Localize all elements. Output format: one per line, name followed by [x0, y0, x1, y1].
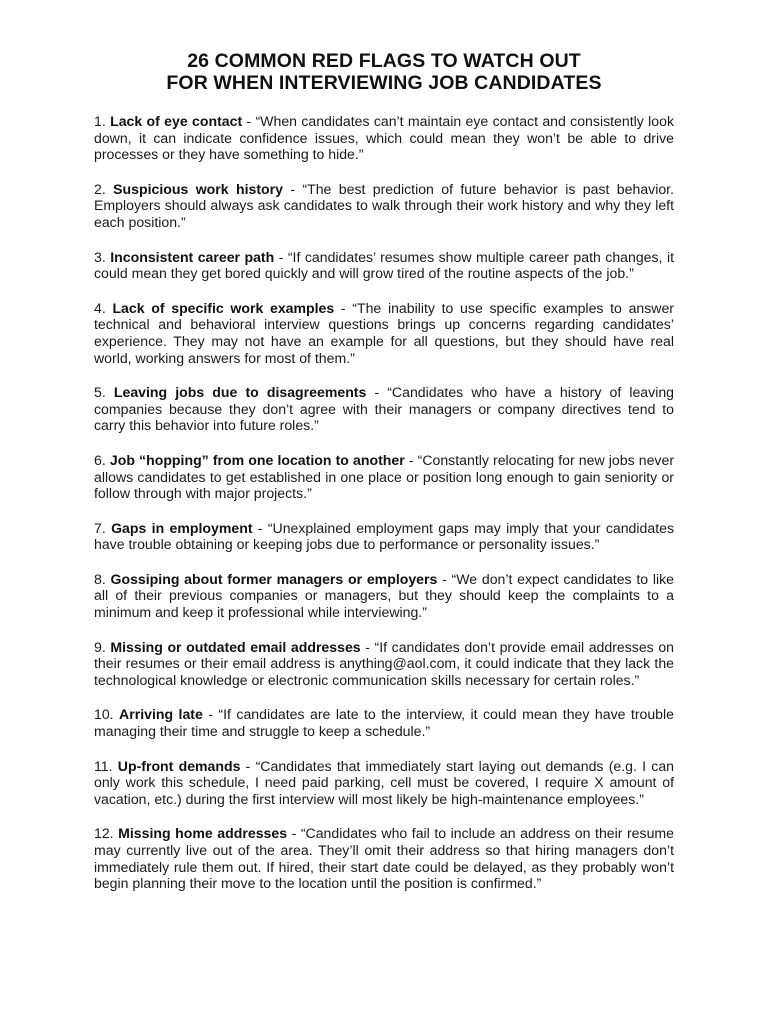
list-item: [94, 181, 674, 231]
item-text: - “The inability to use specific examples to answer technical and behavioral interview questions brings up concerns regarding candidates’ experience. They may not have an example for all questions, but they should have real world, working answers for most of them.”: [94, 299, 674, 366]
list-item: [94, 300, 674, 366]
list-item: [94, 571, 674, 621]
list-item: [94, 520, 674, 553]
item-number: 1.: [94, 113, 106, 129]
item-text: - “When candidates can’t maintain eye contact and consistently look down, it can indicate confidence issues, which could mean they won’t be able to drive processes or they have something to hide.”: [94, 113, 674, 163]
item-heading: Missing home addresses: [118, 825, 288, 842]
list-item: [94, 758, 674, 808]
item-text: - “Candidates who have a history of leaving companies because they don’t agree with their managers or company directives tend to carry this behavior into future roles.”: [94, 384, 675, 434]
item-heading: Leaving jobs due to disagreements: [113, 384, 367, 401]
item-text: - “If candidates’ resumes show multiple career path changes, it could mean they get bored quickly and will grow tired of the routine aspects of the job.”: [94, 248, 674, 282]
item-heading: Lack of specific work examples: [112, 299, 335, 316]
red-flags-list: [94, 113, 674, 910]
title-line-2: FOR WHEN INTERVIEWING JOB CANDIDATES: [166, 72, 602, 94]
list-item: [94, 249, 674, 282]
item-heading: Inconsistent career path: [110, 248, 275, 265]
item-text: - “If candidates are late to the interview, it could mean they have trouble managing their time and struggle to keep a schedule.”: [94, 706, 674, 740]
page-title: [0, 50, 768, 94]
item-heading: Job “hopping” from one location to another: [109, 451, 405, 468]
item-number: 5.: [94, 384, 106, 401]
item-number: 11.: [94, 757, 113, 774]
item-heading: Lack of eye contact: [110, 113, 243, 129]
list-item: [94, 639, 674, 689]
list-item: [94, 452, 674, 502]
item-heading: Suspicious work history: [113, 180, 283, 197]
item-number: 8.: [94, 570, 106, 587]
item-number: 4.: [94, 299, 106, 316]
item-number: 9.: [94, 638, 106, 655]
item-number: 2.: [94, 180, 106, 197]
item-text: - “Unexplained employment gaps may imply that your candidates have trouble obtaining or keeping jobs due to performance or personality issues.”: [94, 519, 675, 553]
item-heading: Arriving late: [119, 706, 203, 723]
list-item: [94, 825, 674, 891]
item-text: - “The best prediction of future behavior is past behavior. Employers should always ask candidates to walk through their work history and why they left each position.”: [94, 180, 674, 230]
item-number: 7.: [94, 519, 106, 536]
item-text: - “Candidates who fail to include an address on their resume may currently live out of the area. They’ll omit their address so that hiring managers don’t immediately rule them out. If hired, their start date could be delayed, as they probably won’t begin planning their move to the location until the position is confirmed.”: [94, 825, 674, 892]
item-text: - “Candidates that immediately start laying out demands (e.g. I can only work this schedule, I need paid parking, cell must be covered, I require X amount of vacation, etc.) during the first interview will most likely be high-maintenance employees.”: [94, 757, 674, 807]
list-item: [94, 706, 674, 739]
title-line-1: 26 COMMON RED FLAGS TO WATCH OUT: [187, 50, 581, 72]
item-heading: Up-front demands: [117, 757, 241, 774]
item-heading: Gaps in employment: [111, 519, 253, 536]
item-text: - “If candidates don’t provide email addresses on their resumes or their email address is anything@aol.com, it could indicate that they lack the technological knowledge or electronic communication skills necessary for certain roles.”: [94, 638, 674, 688]
item-number: 10.: [94, 706, 114, 723]
item-number: 12.: [94, 825, 114, 842]
item-text: - “We don’t expect candidates to like all of their previous companies or managers, but they should keep the complaints to a minimum and keep it professional while interviewing.”: [94, 570, 674, 621]
item-heading: Missing or outdated email addresses: [110, 638, 361, 655]
list-item: [94, 384, 674, 434]
list-item: [94, 113, 674, 163]
item-number: 6.: [94, 451, 106, 468]
item-heading: Gossiping about former managers or employers: [110, 570, 438, 587]
item-text: - “Constantly relocating for new jobs never allows candidates to get established in one place or position long enough to gain seniority or follow through with major projects.”: [94, 451, 675, 502]
item-number: 3.: [94, 248, 106, 265]
